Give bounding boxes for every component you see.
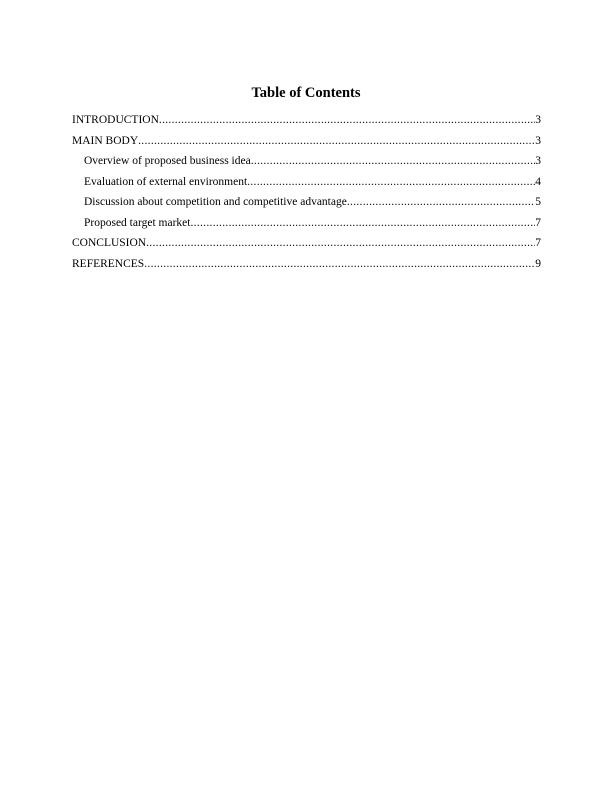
- dot-leader: [159, 113, 535, 127]
- toc-title: Table of Contents: [251, 85, 361, 101]
- toc-page-number: 7: [535, 237, 541, 249]
- dot-leader: [190, 216, 535, 230]
- toc-entry-label: CONCLUSION: [72, 237, 147, 249]
- dot-leader: [247, 175, 535, 189]
- toc-entry-overview[interactable]: [72, 154, 541, 175]
- toc-entry-label: Evaluation of external environment: [84, 175, 248, 188]
- toc-entry-label: Discussion about competition and competitive advantage: [84, 196, 347, 208]
- toc-entry-label: Proposed target market: [84, 216, 191, 229]
- toc-entry-label: INTRODUCTION: [72, 114, 159, 126]
- toc-entry-label: REFERENCES: [72, 257, 145, 270]
- dot-leader: [144, 257, 535, 271]
- toc-page-number: 3: [535, 134, 541, 147]
- toc-entry-conclusion[interactable]: [72, 236, 541, 257]
- toc-entry-label: Overview of proposed business idea: [84, 155, 251, 167]
- toc-page-number: 5: [535, 196, 541, 208]
- dot-leader: [251, 154, 536, 168]
- dot-leader: [347, 195, 535, 209]
- toc-page-number: 7: [535, 216, 541, 229]
- toc-entry-references[interactable]: [72, 257, 541, 278]
- dot-leader: [138, 134, 535, 148]
- toc-entry-discussion[interactable]: [72, 195, 541, 216]
- toc-entry-target-market[interactable]: [72, 216, 541, 237]
- toc-page-number: 4: [535, 175, 541, 188]
- toc-entry-label: MAIN BODY: [72, 134, 139, 147]
- toc-page-number: 3: [535, 114, 541, 126]
- toc-entry-evaluation[interactable]: [72, 175, 541, 196]
- toc-page-number: 9: [535, 257, 541, 270]
- dot-leader: [146, 236, 535, 250]
- toc-page-number: 3: [535, 155, 541, 167]
- toc-entry-main-body[interactable]: [72, 134, 541, 155]
- toc-entry-introduction[interactable]: [72, 113, 541, 134]
- table-of-contents: [72, 113, 541, 277]
